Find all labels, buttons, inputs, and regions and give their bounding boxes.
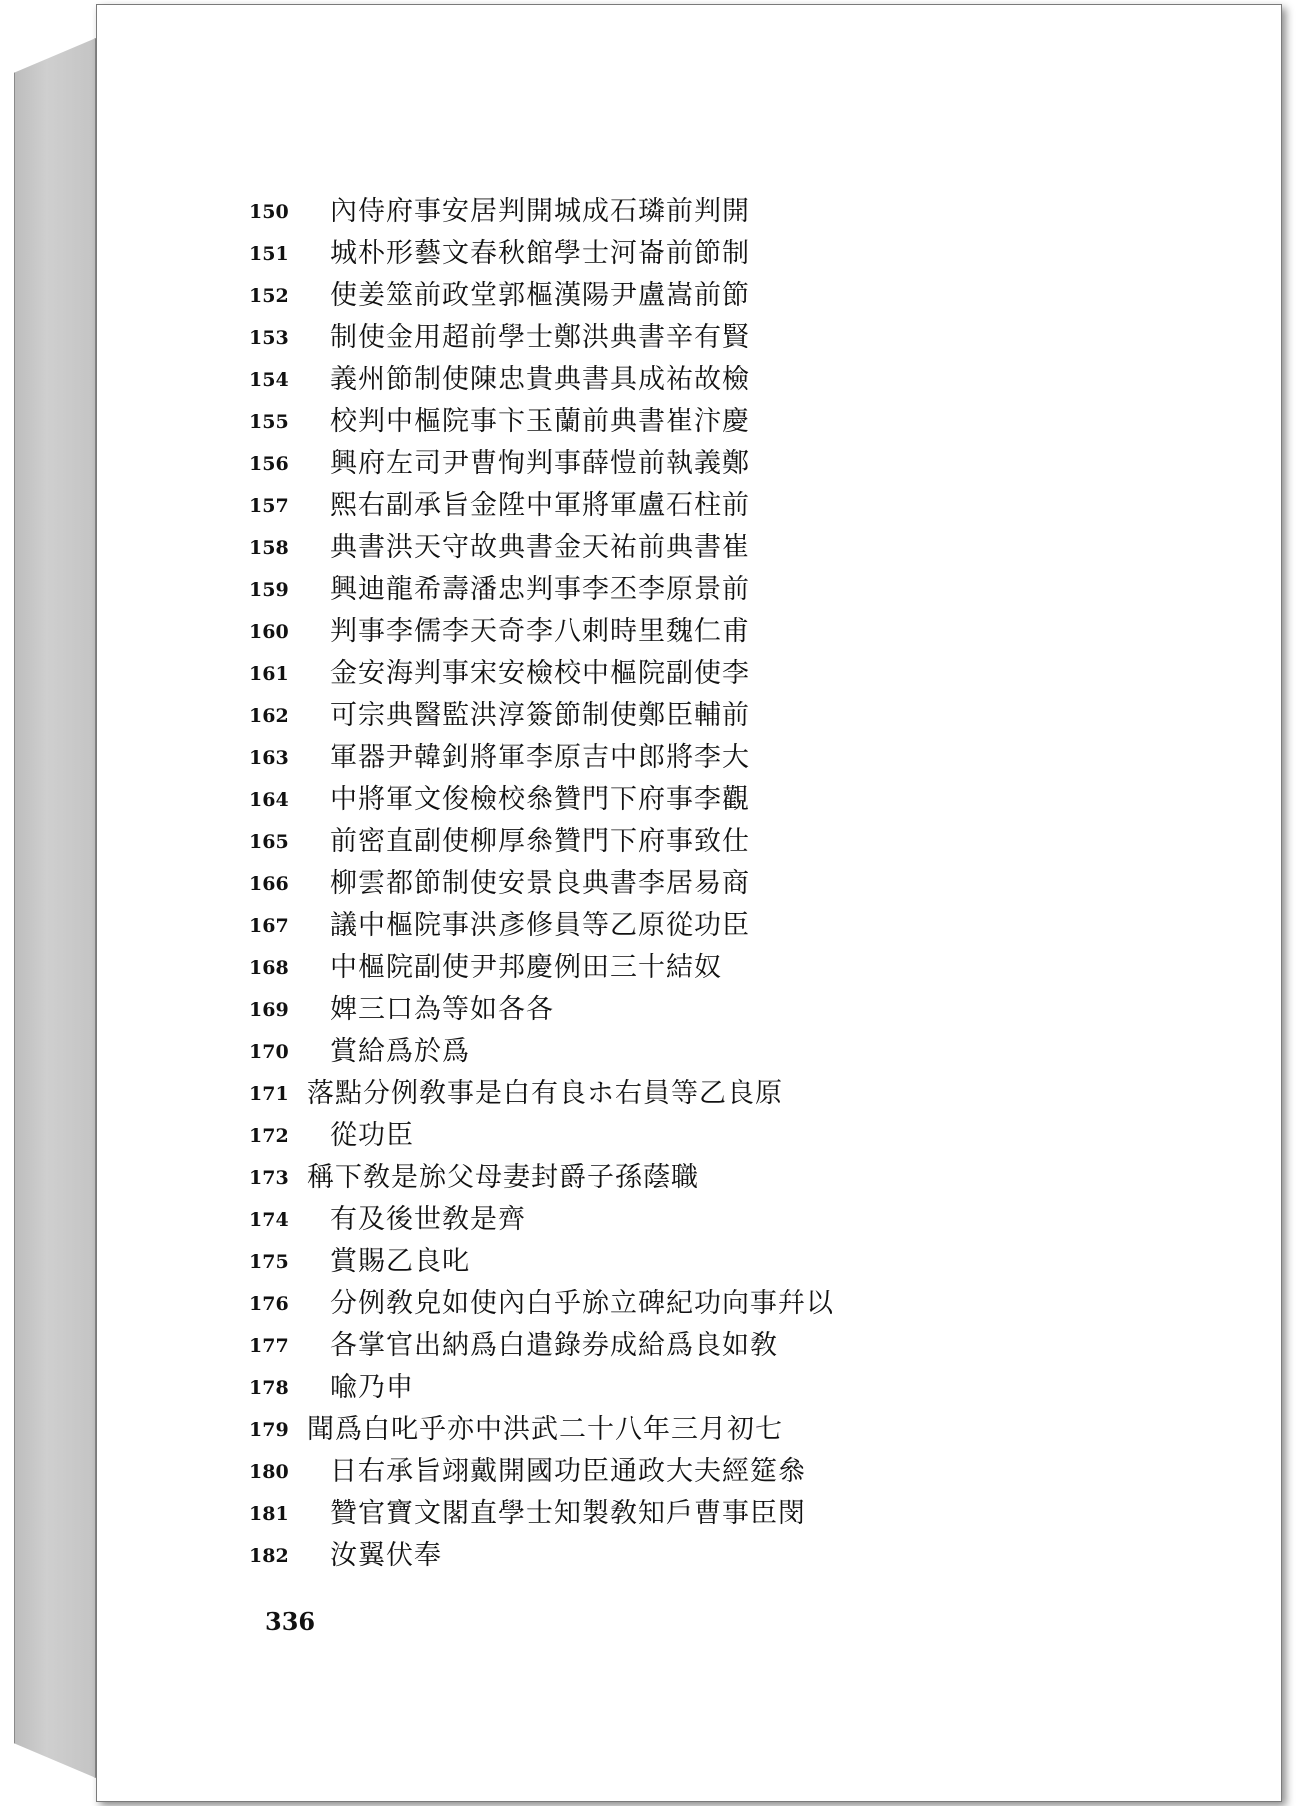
line-text: 軍器尹韓釗將軍李原吉中郎將李大 — [330, 742, 750, 773]
line-number: 163 — [249, 747, 289, 769]
text-line — [97, 901, 1281, 941]
line-text: 可宗典醫監洪淳簽節制使鄭臣輔前 — [330, 700, 750, 731]
line-number: 182 — [249, 1545, 289, 1567]
line-number: 153 — [249, 327, 289, 349]
text-line — [97, 1447, 1281, 1487]
line-text: 判事李儒李天奇李八刺時里魏仁甫 — [330, 616, 750, 647]
text-line — [97, 313, 1281, 353]
text-line — [97, 523, 1281, 563]
text-line — [97, 397, 1281, 437]
text-line — [97, 229, 1281, 269]
line-number: 168 — [249, 957, 289, 979]
text-line — [97, 1279, 1281, 1319]
line-number: 151 — [249, 243, 289, 265]
line-number: 161 — [249, 663, 289, 685]
text-line — [97, 355, 1281, 395]
line-text: 前密直副使柳厚叅贊門下府事致仕 — [330, 826, 750, 857]
line-number: 177 — [249, 1335, 289, 1357]
line-text: 議中樞院事洪彥修員等乙原從功臣 — [330, 910, 750, 941]
line-text: 校判中樞院事卞玉蘭前典書崔汴慶 — [330, 406, 750, 437]
text-line — [97, 565, 1281, 605]
line-text: 中將軍文俊檢校叅贊門下府事李觀 — [330, 784, 750, 815]
line-text: 從功臣 — [330, 1120, 414, 1151]
line-number: 157 — [249, 495, 289, 517]
line-number: 166 — [249, 873, 289, 895]
line-number: 175 — [249, 1251, 289, 1273]
line-text: 興迪龍希壽潘忠判事李丕李原景前 — [330, 574, 750, 605]
line-number: 180 — [249, 1461, 289, 1483]
line-number: 174 — [249, 1209, 289, 1231]
line-number: 152 — [249, 285, 289, 307]
line-number: 179 — [249, 1419, 289, 1441]
line-text: 中樞院副使尹邦慶例田三十結奴 — [330, 952, 722, 983]
line-text: 各掌官出納爲白遣錄券成給爲良如敎 — [330, 1330, 778, 1361]
text-line — [97, 439, 1281, 479]
line-number: 158 — [249, 537, 289, 559]
line-number: 173 — [249, 1167, 289, 1189]
text-line — [97, 1195, 1281, 1235]
line-text: 贊官寶文閣直學士知製敎知戶曹事臣閔 — [330, 1498, 806, 1529]
line-number: 154 — [249, 369, 289, 391]
line-text: 分例敎皃如使內白乎旀立碑紀功向事幷以 — [330, 1288, 834, 1319]
line-number: 172 — [249, 1125, 289, 1147]
line-number: 171 — [249, 1083, 289, 1105]
line-text: 金安海判事宋安檢校中樞院副使李 — [330, 658, 750, 689]
text-line — [97, 1069, 1281, 1109]
text-line — [97, 1153, 1281, 1193]
text-line — [97, 1237, 1281, 1277]
line-text: 制使金用超前學士鄭洪典書辛有賢 — [330, 322, 750, 353]
line-text: 稱下敎是旀父母妻封爵子孫蔭職 — [307, 1162, 699, 1193]
text-line — [97, 1027, 1281, 1067]
text-line — [97, 271, 1281, 311]
text-line — [97, 1405, 1281, 1445]
line-number: 165 — [249, 831, 289, 853]
line-text: 內侍府事安居判開城成石璘前判開 — [330, 196, 750, 227]
text-line — [97, 985, 1281, 1025]
text-line — [97, 733, 1281, 773]
line-text: 熙右副承旨金陞中軍將軍盧石柱前 — [330, 490, 750, 521]
text-line — [97, 187, 1281, 227]
line-number: 167 — [249, 915, 289, 937]
line-text: 賞賜乙良叱 — [330, 1246, 470, 1277]
text-line — [97, 1363, 1281, 1403]
line-number: 164 — [249, 789, 289, 811]
line-text: 使姜筮前政堂郭樞漢陽尹盧嵩前節 — [330, 280, 750, 311]
line-number: 181 — [249, 1503, 289, 1525]
line-text: 義州節制使陳忠貴典書具成祐故檢 — [330, 364, 750, 395]
text-line — [97, 1489, 1281, 1529]
text-line — [97, 649, 1281, 689]
line-text: 日右承旨翊戴開國功臣通政大夫經筵叅 — [330, 1456, 806, 1487]
line-number: 178 — [249, 1377, 289, 1399]
book-spine — [14, 38, 96, 1778]
line-number: 150 — [249, 201, 289, 223]
line-number: 176 — [249, 1293, 289, 1315]
document-page — [96, 4, 1282, 1802]
line-text: 喩乃申 — [330, 1372, 414, 1403]
line-text: 落點分例敎事是白有良ホ右員等乙良原 — [307, 1078, 783, 1109]
text-line — [97, 1111, 1281, 1151]
text-line — [97, 691, 1281, 731]
line-text: 柳雲都節制使安景良典書李居易商 — [330, 868, 750, 899]
line-number: 160 — [249, 621, 289, 643]
line-text: 汝翼伏奉 — [330, 1540, 442, 1571]
line-text: 有及後世敎是齊 — [330, 1204, 526, 1235]
line-text: 典書洪天守故典書金天祐前典書崔 — [330, 532, 750, 563]
text-line — [97, 859, 1281, 899]
text-line — [97, 481, 1281, 521]
text-line — [97, 1531, 1281, 1571]
text-line — [97, 817, 1281, 857]
line-number: 159 — [249, 579, 289, 601]
line-text: 聞爲白叱乎亦中洪武二十八年三月初七 — [307, 1414, 783, 1445]
text-line — [97, 943, 1281, 983]
text-line — [97, 607, 1281, 647]
line-number: 155 — [249, 411, 289, 433]
line-number: 162 — [249, 705, 289, 727]
line-number: 170 — [249, 1041, 289, 1063]
line-text: 婢三口為等如各各 — [330, 994, 554, 1025]
text-line — [97, 1321, 1281, 1361]
line-text: 興府左司尹曹恂判事薛愷前執義鄭 — [330, 448, 750, 479]
line-number: 156 — [249, 453, 289, 475]
line-text: 城朴形藝文春秋館學士河崙前節制 — [330, 238, 750, 269]
text-line — [97, 775, 1281, 815]
line-text: 賞給爲於爲 — [330, 1036, 470, 1067]
line-number: 169 — [249, 999, 289, 1021]
page-number: 336 — [265, 1607, 316, 1636]
